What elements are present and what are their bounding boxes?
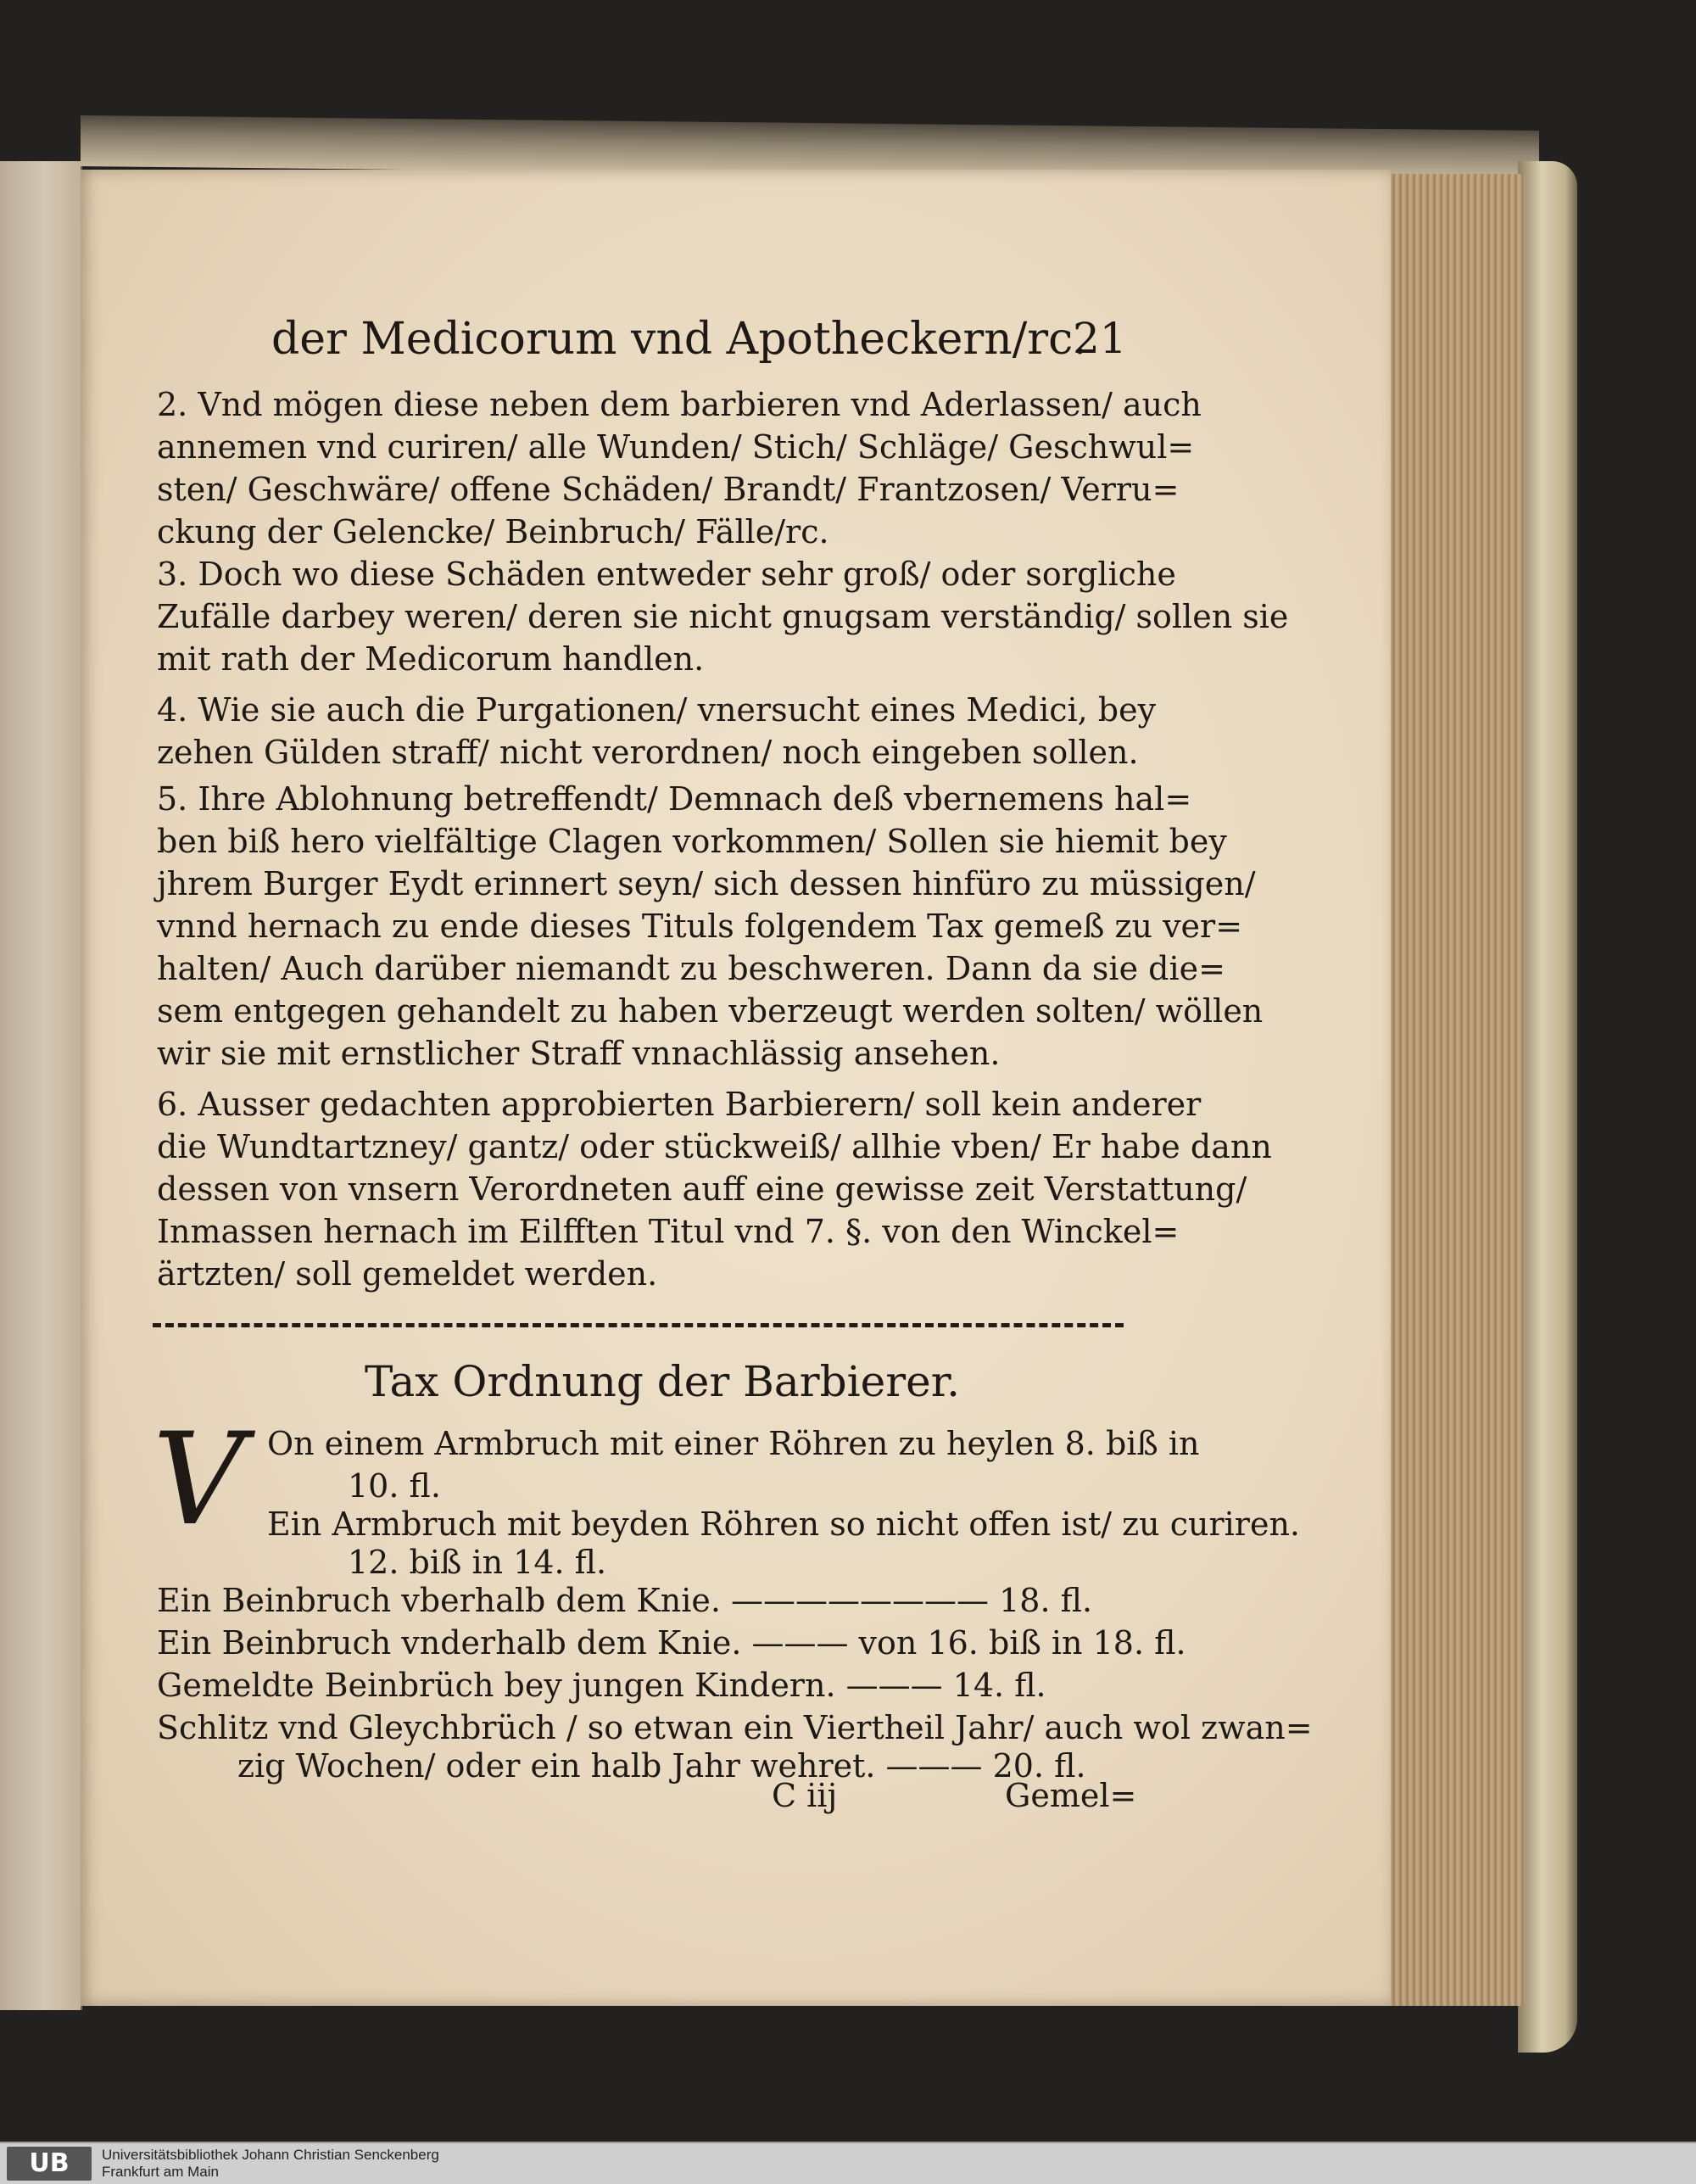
tax-line: Ein Beinbruch vnderhalb dem Knie. ——— von 16. biß in 18. fl.: [157, 1624, 1186, 1662]
tax-line: On einem Armbruch mit einer Röhren zu heylen 8. biß in: [267, 1425, 1200, 1462]
text-line: jhrem Burger Eydt erinnert seyn/ sich dessen hinfüro zu müssigen/: [157, 865, 1256, 902]
text-line: 3. Doch wo diese Schäden entweder sehr groß/ oder sorgliche: [157, 556, 1176, 593]
tax-line: Ein Beinbruch vberhalb dem Knie. ———————— 18. fl.: [157, 1582, 1093, 1619]
text-line: 4. Wie sie auch die Purgationen/ vnersucht eines Medici, bey: [157, 691, 1157, 729]
text-line: zehen Gülden straff/ nicht verordnen/ noch eingeben sollen.: [157, 734, 1139, 771]
ub-logo: UB: [7, 2147, 92, 2181]
running-head: der Medicorum vnd Apotheckern/rc.: [271, 314, 1087, 365]
text-line: vnnd hernach zu ende dieses Tituls folgendem Tax gemeß zu ver=: [157, 908, 1243, 945]
vellum-cover-edge: [1518, 161, 1577, 2053]
text-line: 5. Ihre Ablohnung betreffendt/ Demnach deß vbernemens hal=: [157, 780, 1192, 818]
section-rule: [153, 1323, 1124, 1327]
text-line: halten/ Auch darüber niemandt zu beschweren. Dann da sie die=: [157, 950, 1225, 987]
tax-line: 10. fl.: [348, 1467, 441, 1505]
footer-location: Frankfurt am Main: [102, 2164, 219, 2180]
text-line: wir sie mit ernstlicher Straff vnnachlässig ansehen.: [157, 1035, 1001, 1072]
tax-line: Gemeldte Beinbrüch bey jungen Kindern. ——— 14. fl.: [157, 1667, 1046, 1704]
text-line: Zufälle darbey weren/ deren sie nicht gnugsam verständig/ sollen sie: [157, 598, 1289, 635]
signature-mark: C iij: [772, 1777, 838, 1814]
text-line: ärtzten/ soll gemeldet werden.: [157, 1255, 658, 1293]
left-facing-page: [0, 161, 82, 2010]
tax-line: 12. biß in 14. fl.: [348, 1544, 607, 1581]
tax-heading: Tax Ordnung der Barbierer.: [365, 1357, 961, 1406]
text-line: die Wundtartzney/ gantz/ oder stückweiß/ allhie vben/ Er habe dann: [157, 1128, 1272, 1165]
text-line: ckung der Gelencke/ Beinbruch/ Fälle/rc.: [157, 513, 829, 550]
tax-line: Schlitz vnd Gleychbrüch / so etwan ein Viertheil Jahr/ auch wol zwan=: [157, 1709, 1313, 1746]
page-fore-edge: [1378, 174, 1525, 2006]
text-line: sten/ Geschwäre/ offene Schäden/ Brandt/ Frantzosen/ Verru=: [157, 471, 1180, 508]
text-line: 6. Ausser gedachten approbierten Barbierern/ soll kein anderer: [157, 1086, 1202, 1123]
text-line: annemen vnd curiren/ alle Wunden/ Stich/ Schläge/ Geschwul=: [157, 428, 1195, 466]
decorated-initial: V: [153, 1406, 245, 1554]
text-line: ben biß hero vielfältige Clagen vorkommen/ Sollen sie hiemit bey: [157, 823, 1227, 860]
text-line: mit rath der Medicorum handlen.: [157, 640, 705, 678]
text-line: Inmassen hernach im Eilfften Titul vnd 7. §. von den Winckel=: [157, 1213, 1180, 1250]
library-footer: [0, 2142, 1696, 2184]
tax-line: zig Wochen/ oder ein halb Jahr wehret. ——— 20. fl.: [237, 1747, 1086, 1785]
page-number: 21: [1073, 314, 1127, 363]
text-line: 2. Vnd mögen diese neben dem barbieren vnd Aderlassen/ auch: [157, 386, 1202, 423]
text-line: dessen von vnsern Verordneten auff eine gewisse zeit Verstattung/: [157, 1170, 1247, 1208]
footer-institution: Universitätsbibliothek Johann Christian Senckenberg: [102, 2147, 439, 2163]
text-line: sem entgegen gehandelt zu haben vberzeugt werden solten/ wöllen: [157, 992, 1264, 1030]
catchword: Gemel=: [1005, 1777, 1137, 1814]
tax-line: Ein Armbruch mit beyden Röhren so nicht offen ist/ zu curiren.: [267, 1505, 1301, 1543]
